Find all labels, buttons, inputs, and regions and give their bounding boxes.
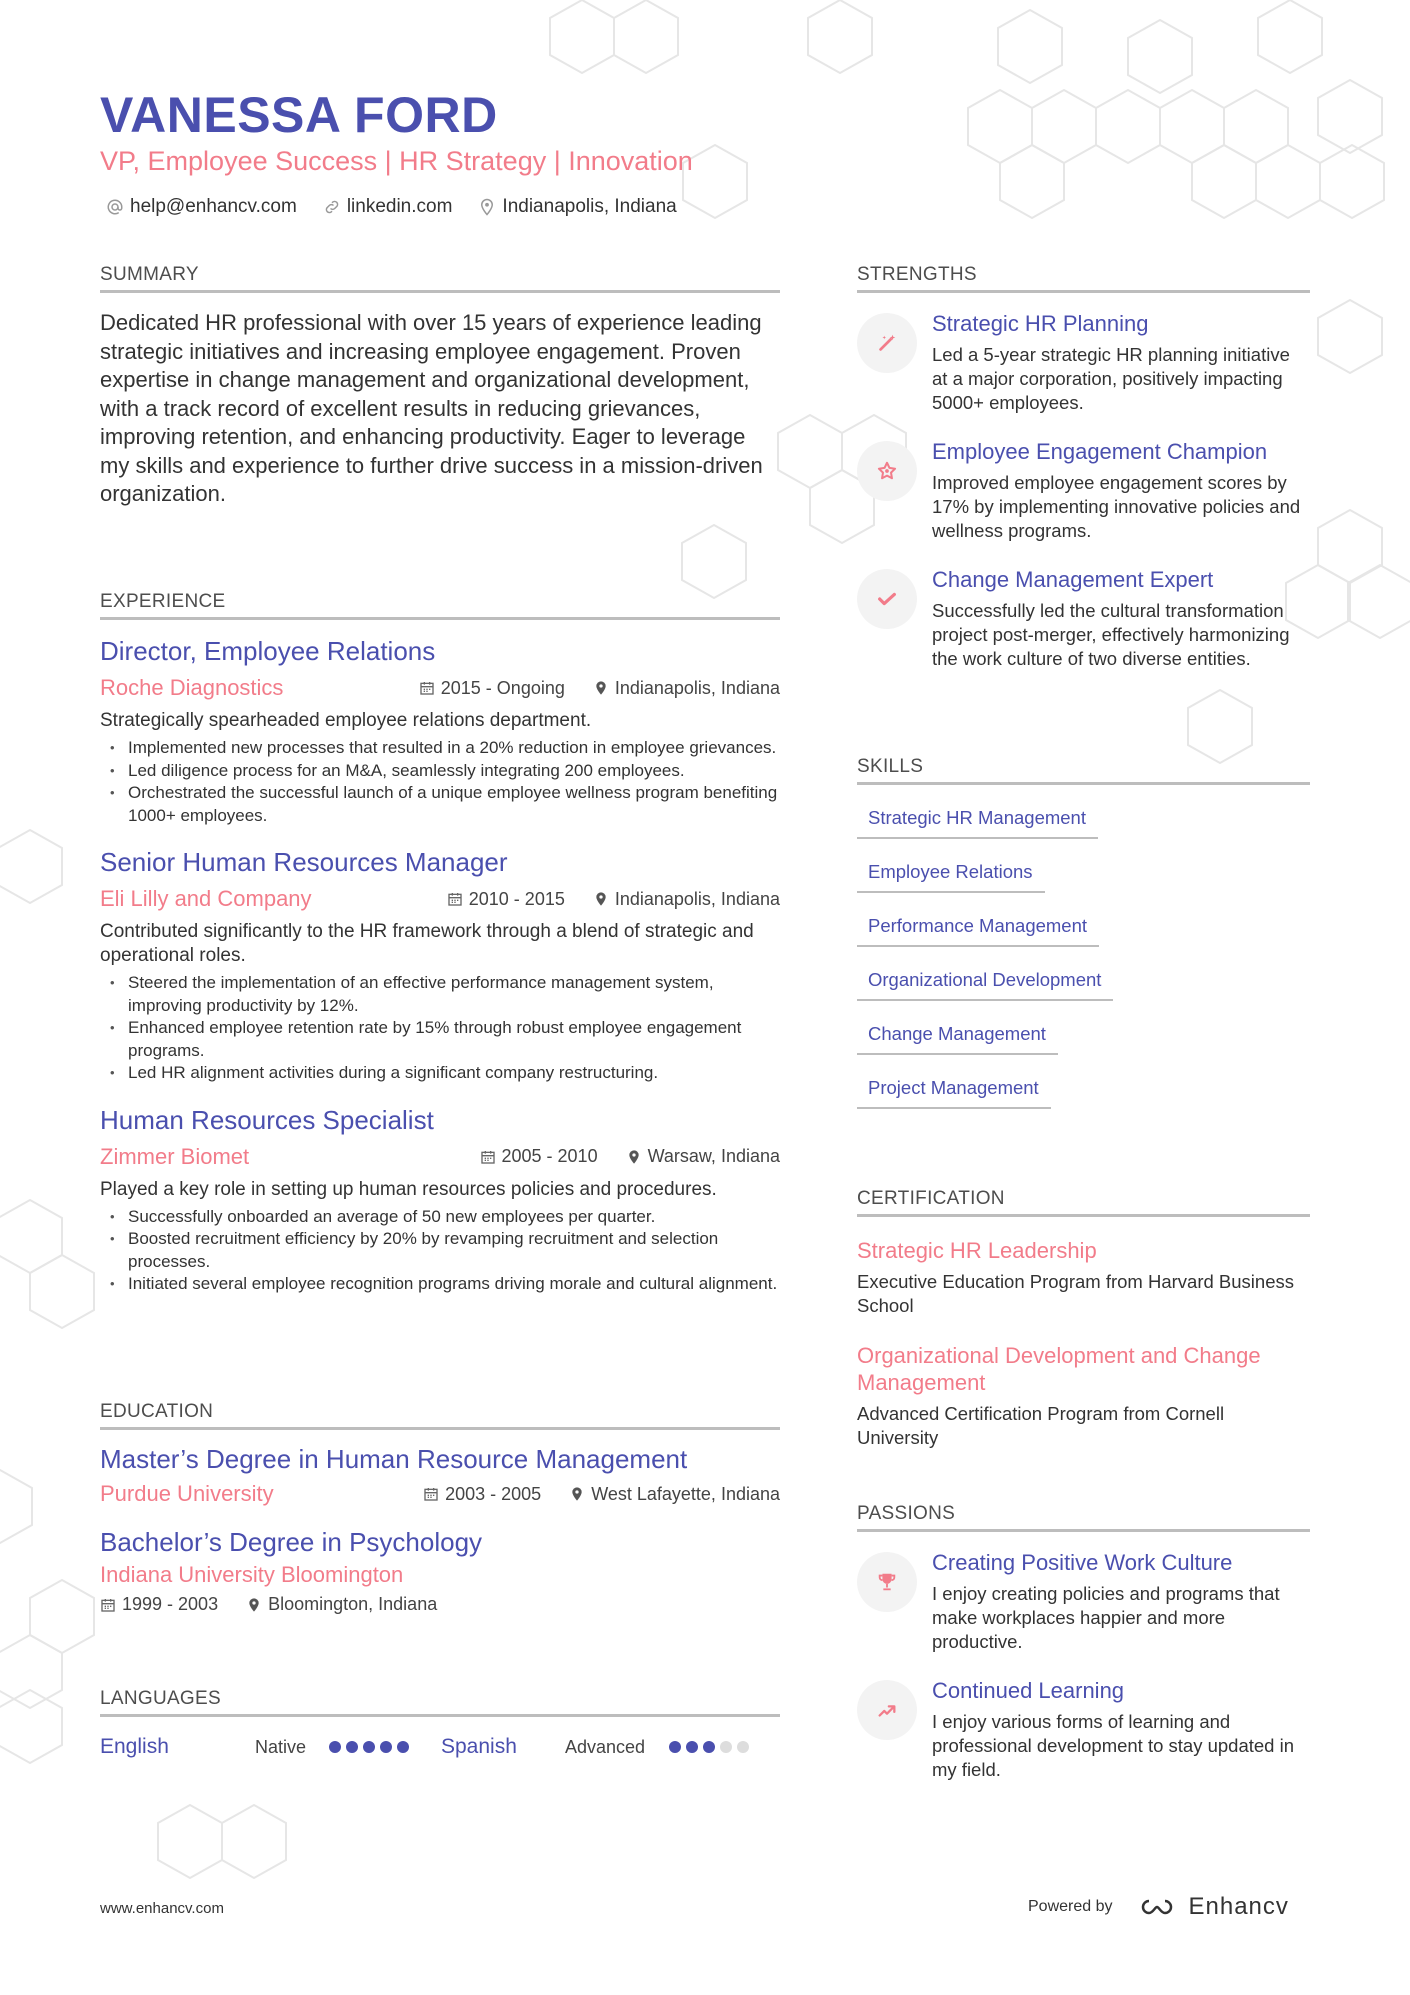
rating-dot-filled bbox=[669, 1741, 681, 1753]
job-title: Human Resources Specialist bbox=[100, 1104, 434, 1135]
bullet-item: • Implemented new processes that resulted in a 20% reduction in employee grievances. bbox=[100, 737, 780, 760]
bullet-item: • Steered the implementation of an effective performance management system, improving productivity by 12%. bbox=[100, 972, 780, 1017]
job-bullets bbox=[100, 972, 780, 1085]
skill-tag: Organizational Development bbox=[857, 963, 1113, 1001]
strength-body bbox=[932, 311, 1310, 415]
powered-by-label: Powered by bbox=[1028, 1898, 1113, 1915]
school-name: Purdue University bbox=[100, 1481, 274, 1506]
skill-tag: Performance Management bbox=[857, 909, 1099, 947]
candidate-title: VP, Employee Success | HR Strategy | Innovation bbox=[100, 146, 693, 176]
magic-wand-icon bbox=[876, 332, 898, 354]
job-dates: 2015 - Ongoing bbox=[419, 678, 565, 699]
rating-dot-filled bbox=[329, 1741, 341, 1753]
job-title: Director, Employee Relations bbox=[100, 636, 436, 666]
certification-description: Executive Education Program from Harvard Business School bbox=[857, 1271, 1294, 1316]
strength-icon-circle bbox=[857, 569, 917, 629]
section-heading: PASSIONS bbox=[857, 1503, 1310, 1532]
strength-body bbox=[932, 567, 1310, 671]
strength-icon-circle bbox=[857, 313, 917, 373]
education-dates: 1999 - 2003 bbox=[100, 1594, 218, 1615]
bullet-item: • Successfully onboarded an average of 50 new employees per quarter. bbox=[100, 1206, 780, 1229]
certification-item bbox=[857, 1237, 1310, 1318]
company-name: Zimmer Biomet bbox=[100, 1143, 250, 1169]
link-icon bbox=[323, 198, 341, 216]
job-meta bbox=[100, 886, 780, 912]
contact-row bbox=[106, 196, 677, 218]
strength-title: Change Management Expert bbox=[932, 567, 1214, 592]
location-text: Indianapolis, Indiana bbox=[502, 196, 677, 217]
passion-body bbox=[932, 1550, 1310, 1654]
linkedin-text: linkedin.com bbox=[346, 196, 453, 217]
section-heading: SUMMARY bbox=[100, 264, 780, 293]
passion-body bbox=[932, 1678, 1310, 1782]
passion-icon-circle bbox=[857, 1680, 917, 1740]
strength-description: Improved employee engagement scores by 17% by implementing innovative policies and wellness programs. bbox=[932, 472, 1301, 541]
calendar-icon bbox=[447, 891, 463, 907]
enhancv-logo[interactable] bbox=[1135, 1893, 1289, 1921]
certification-item bbox=[857, 1342, 1310, 1450]
location-pin-icon bbox=[593, 680, 609, 696]
rating-dot-empty bbox=[737, 1741, 749, 1753]
candidate-name: VANESSA FORD bbox=[100, 87, 498, 143]
skill-tag: Strategic HR Management bbox=[857, 801, 1098, 839]
job-meta bbox=[100, 675, 780, 701]
job-bullets bbox=[100, 1206, 780, 1296]
job-location: Indianapolis, Indiana bbox=[593, 678, 780, 699]
bullet-item: • Led diligence process for an M&A, seamlessly integrating 200 employees. bbox=[100, 760, 780, 783]
job-location: Indianapolis, Indiana bbox=[593, 889, 780, 910]
education-entry bbox=[100, 1444, 780, 1507]
skill-tag: Project Management bbox=[857, 1071, 1051, 1109]
language-level: Advanced bbox=[565, 1736, 646, 1757]
checkmark-icon bbox=[876, 588, 898, 610]
passion-icon-circle bbox=[857, 1552, 917, 1612]
location-pin-icon bbox=[478, 198, 496, 216]
footer-branding bbox=[1028, 1893, 1289, 1921]
job-dates: 2005 - 2010 bbox=[480, 1146, 598, 1167]
job-dates: 2010 - 2015 bbox=[447, 889, 565, 910]
rating-dot-empty bbox=[720, 1741, 732, 1753]
job-description: Contributed significantly to the HR framework through a blend of strategic and operational roles. bbox=[100, 921, 754, 966]
language-rating bbox=[329, 1741, 441, 1753]
strength-description: Led a 5-year strategic HR planning initiative at a major corporation, positively impacting 5000+ employees. bbox=[932, 344, 1290, 413]
education-meta bbox=[100, 1481, 780, 1507]
company-name: Eli Lilly and Company bbox=[100, 886, 312, 911]
strength-item bbox=[857, 439, 1310, 543]
rating-dot-filled bbox=[397, 1741, 409, 1753]
skill-tag: Change Management bbox=[857, 1017, 1058, 1055]
certification-description: Advanced Certification Program from Cornell University bbox=[857, 1403, 1225, 1448]
section-heading: CERTIFICATION bbox=[857, 1188, 1310, 1217]
strength-title: Strategic HR Planning bbox=[932, 311, 1149, 336]
contact-email[interactable] bbox=[106, 196, 297, 218]
language-name: English bbox=[100, 1735, 169, 1758]
job-description: Strategically spearheaded employee relations department. bbox=[100, 710, 592, 731]
bullet-item: • Initiated several employee recognition programs driving morale and cultural alignment. bbox=[100, 1273, 780, 1296]
enhancv-logo-mark-icon bbox=[1135, 1895, 1179, 1919]
language-rating bbox=[669, 1741, 749, 1753]
location-pin-icon bbox=[626, 1149, 642, 1165]
bullet-item: • Enhanced employee retention rate by 15% through robust employee engagement programs. bbox=[100, 1017, 780, 1062]
enhancv-wordmark: Enhancv bbox=[1188, 1893, 1289, 1920]
education-location: West Lafayette, Indiana bbox=[569, 1484, 780, 1505]
section-heading: LANGUAGES bbox=[100, 1688, 780, 1717]
bullet-item: • Led HR alignment activities during a significant company restructuring. bbox=[100, 1062, 780, 1085]
certification-title: Organizational Development and Change Management bbox=[857, 1343, 1261, 1395]
rating-dot-filled bbox=[346, 1741, 358, 1753]
bullet-item: • Orchestrated the successful launch of a unique employee wellness program benefiting 1000+ employees. bbox=[100, 782, 780, 827]
passion-title: Creating Positive Work Culture bbox=[932, 1550, 1233, 1575]
contact-location bbox=[478, 196, 676, 218]
location-pin-icon bbox=[246, 1597, 262, 1613]
job-entry bbox=[100, 847, 780, 1085]
calendar-icon bbox=[100, 1597, 116, 1613]
strength-icon-circle bbox=[857, 441, 917, 501]
job-bullets bbox=[100, 737, 780, 827]
star-icon bbox=[876, 460, 898, 482]
strength-body bbox=[932, 439, 1310, 543]
strengths-section bbox=[857, 264, 1310, 671]
section-heading: STRENGTHS bbox=[857, 264, 1310, 293]
job-title: Senior Human Resources Manager bbox=[100, 847, 508, 877]
summary-text: Dedicated HR professional with over 15 years of experience leading strategic initiatives and increasing employee engagement. Proven expertise in change management and organizational development, with a track record of excellent results in reducing grievances, improving retention, and enhancing productivity. Eager to leverage my skills and experience to further drive success in a mission-driven organization. bbox=[100, 310, 763, 506]
degree-title: Master’s Degree in Human Resource Management bbox=[100, 1444, 688, 1474]
skill-tag: Employee Relations bbox=[857, 855, 1045, 893]
summary-section bbox=[100, 264, 780, 509]
rating-dot-filled bbox=[363, 1741, 375, 1753]
calendar-icon bbox=[480, 1149, 496, 1165]
education-meta bbox=[100, 1594, 780, 1615]
education-location: Bloomington, Indiana bbox=[246, 1594, 437, 1615]
contact-linkedin[interactable] bbox=[323, 196, 453, 218]
passion-description: I enjoy creating policies and programs that make workplaces happier and more productive. bbox=[932, 1583, 1280, 1652]
calendar-icon bbox=[419, 680, 435, 696]
rating-dot-filled bbox=[703, 1741, 715, 1753]
education-entry bbox=[100, 1527, 780, 1615]
language-level: Native bbox=[255, 1736, 307, 1757]
section-heading: EDUCATION bbox=[100, 1401, 780, 1430]
job-entry bbox=[100, 636, 780, 827]
at-icon bbox=[106, 198, 124, 216]
passion-item bbox=[857, 1678, 1310, 1782]
job-location: Warsaw, Indiana bbox=[626, 1146, 780, 1167]
passions-section bbox=[857, 1503, 1310, 1782]
languages-row bbox=[100, 1735, 780, 1759]
bullet-item: • Boosted recruitment efficiency by 20% by revamping recruitment and selection processes. bbox=[100, 1228, 780, 1273]
job-entry bbox=[100, 1105, 780, 1296]
passion-item bbox=[857, 1550, 1310, 1654]
school-name: Indiana University Bloomington bbox=[100, 1562, 404, 1587]
education-section bbox=[100, 1401, 780, 1615]
skills-section bbox=[857, 756, 1310, 1125]
trophy-icon bbox=[876, 1571, 898, 1593]
skills-list bbox=[857, 801, 1310, 1125]
experience-section bbox=[100, 591, 780, 1296]
location-pin-icon bbox=[569, 1486, 585, 1502]
footer-website-link[interactable]: www.enhancv.com bbox=[100, 1900, 224, 1917]
strength-item bbox=[857, 311, 1310, 415]
section-heading: SKILLS bbox=[857, 756, 1310, 785]
certification-title: Strategic HR Leadership bbox=[857, 1238, 1097, 1263]
job-meta bbox=[100, 1144, 780, 1170]
education-dates: 2003 - 2005 bbox=[423, 1484, 541, 1505]
location-pin-icon bbox=[593, 891, 609, 907]
passion-title: Continued Learning bbox=[932, 1678, 1125, 1703]
job-description: Played a key role in setting up human resources policies and procedures. bbox=[100, 1178, 717, 1200]
email-text: help@enhancv.com bbox=[130, 196, 297, 217]
degree-title: Bachelor’s Degree in Psychology bbox=[100, 1527, 483, 1557]
language-name: Spanish bbox=[441, 1735, 517, 1758]
company-name: Roche Diagnostics bbox=[100, 675, 284, 700]
passion-description: I enjoy various forms of learning and professional development to stay updated in my field. bbox=[932, 1711, 1295, 1780]
certification-section bbox=[857, 1188, 1310, 1450]
rating-dot-filled bbox=[380, 1741, 392, 1753]
strength-item bbox=[857, 567, 1310, 671]
rating-dot-filled bbox=[686, 1741, 698, 1753]
strength-description: Successfully led the cultural transformation project post-merger, effectively harmonizing the work culture of two diverse entities. bbox=[932, 600, 1290, 669]
strength-title: Employee Engagement Champion bbox=[932, 439, 1268, 464]
section-heading: EXPERIENCE bbox=[100, 591, 780, 620]
calendar-icon bbox=[423, 1486, 439, 1502]
languages-section bbox=[100, 1688, 780, 1759]
growth-arrow-icon bbox=[876, 1699, 898, 1721]
